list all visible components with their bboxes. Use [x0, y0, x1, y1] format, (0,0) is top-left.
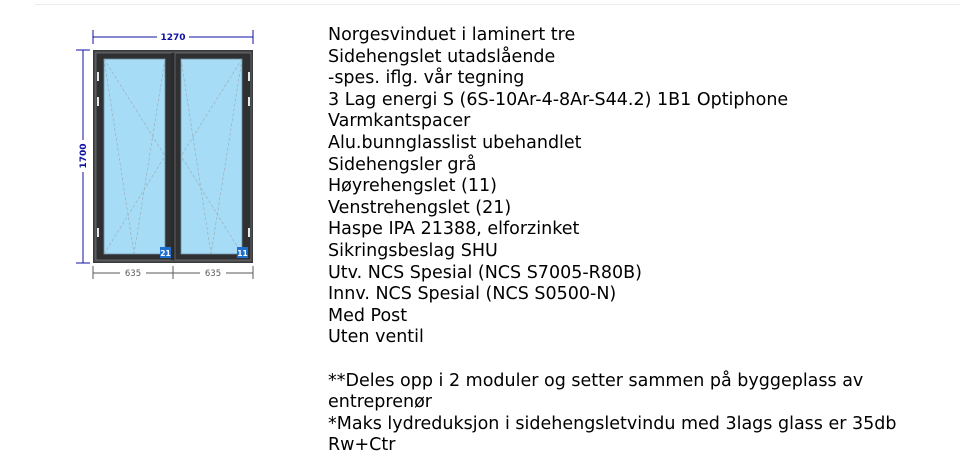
spec-line: Venstrehengslet (21) — [328, 197, 512, 218]
spec-line: Innv. NCS Spesial (NCS S0500-N) — [328, 284, 617, 305]
width-dimension — [93, 30, 253, 44]
product-specification — [328, 25, 928, 457]
height-label: 1700 — [79, 143, 89, 169]
hinge-icon — [97, 97, 99, 106]
spec-line: Sidehengslet utadslående — [328, 46, 556, 67]
hinge-icon — [97, 72, 99, 81]
spec-line: Norgesvinduet i laminert tre — [328, 25, 576, 45]
assembly-note: **Deles opp i 2 moduler og setter sammen på byggeplass av entreprenør — [328, 370, 864, 413]
right-glass — [181, 59, 242, 254]
sound-reduction-note: *Maks lydreduksjon i sidehengsletvindu med 3lags glass er 35db Rw+Ctr — [328, 413, 897, 456]
height-dimension — [76, 50, 90, 263]
right-sash — [175, 53, 251, 260]
spec-line: 3 Lag energi S (6S-10Ar-4-8Ar-S44.2) 1B1 Optiphone — [328, 89, 789, 110]
spec-line: Varmkantspacer — [328, 111, 471, 132]
right-sash-width-label: 635 — [204, 269, 222, 279]
spec-line: Sikringsbeslag SHU — [328, 240, 498, 261]
spec-line: Høyrehengslet (11) — [328, 176, 497, 197]
width-label: 1270 — [160, 33, 186, 43]
hinge-icon — [97, 228, 99, 237]
spec-line: Uten ventil — [328, 327, 424, 348]
svg-text:21: 21 — [160, 249, 171, 258]
spec-line: Alu.bunnglasslist ubehandlet — [328, 132, 582, 153]
left-sash — [96, 53, 172, 260]
left-sash-width-label: 635 — [124, 269, 142, 279]
spec-line: -spes. iflg. vår tegning — [328, 68, 525, 89]
spec-line: Med Post — [328, 305, 408, 326]
hinge-icon — [248, 228, 250, 237]
spacer — [328, 349, 928, 371]
hinge-icon — [248, 97, 250, 106]
hinge-icon — [248, 72, 250, 81]
sash-width-dimensions — [93, 266, 253, 279]
svg-text:11: 11 — [237, 249, 248, 258]
window-drawing — [0, 0, 300, 300]
spec-line: Sidehengsler grå — [328, 154, 477, 175]
mullion — [171, 53, 175, 260]
left-glass — [104, 59, 165, 254]
spec-line: Haspe IPA 21388, elforzinket — [328, 219, 580, 240]
spec-line: Utv. NCS Spesial (NCS S7005-R80B) — [328, 262, 642, 283]
